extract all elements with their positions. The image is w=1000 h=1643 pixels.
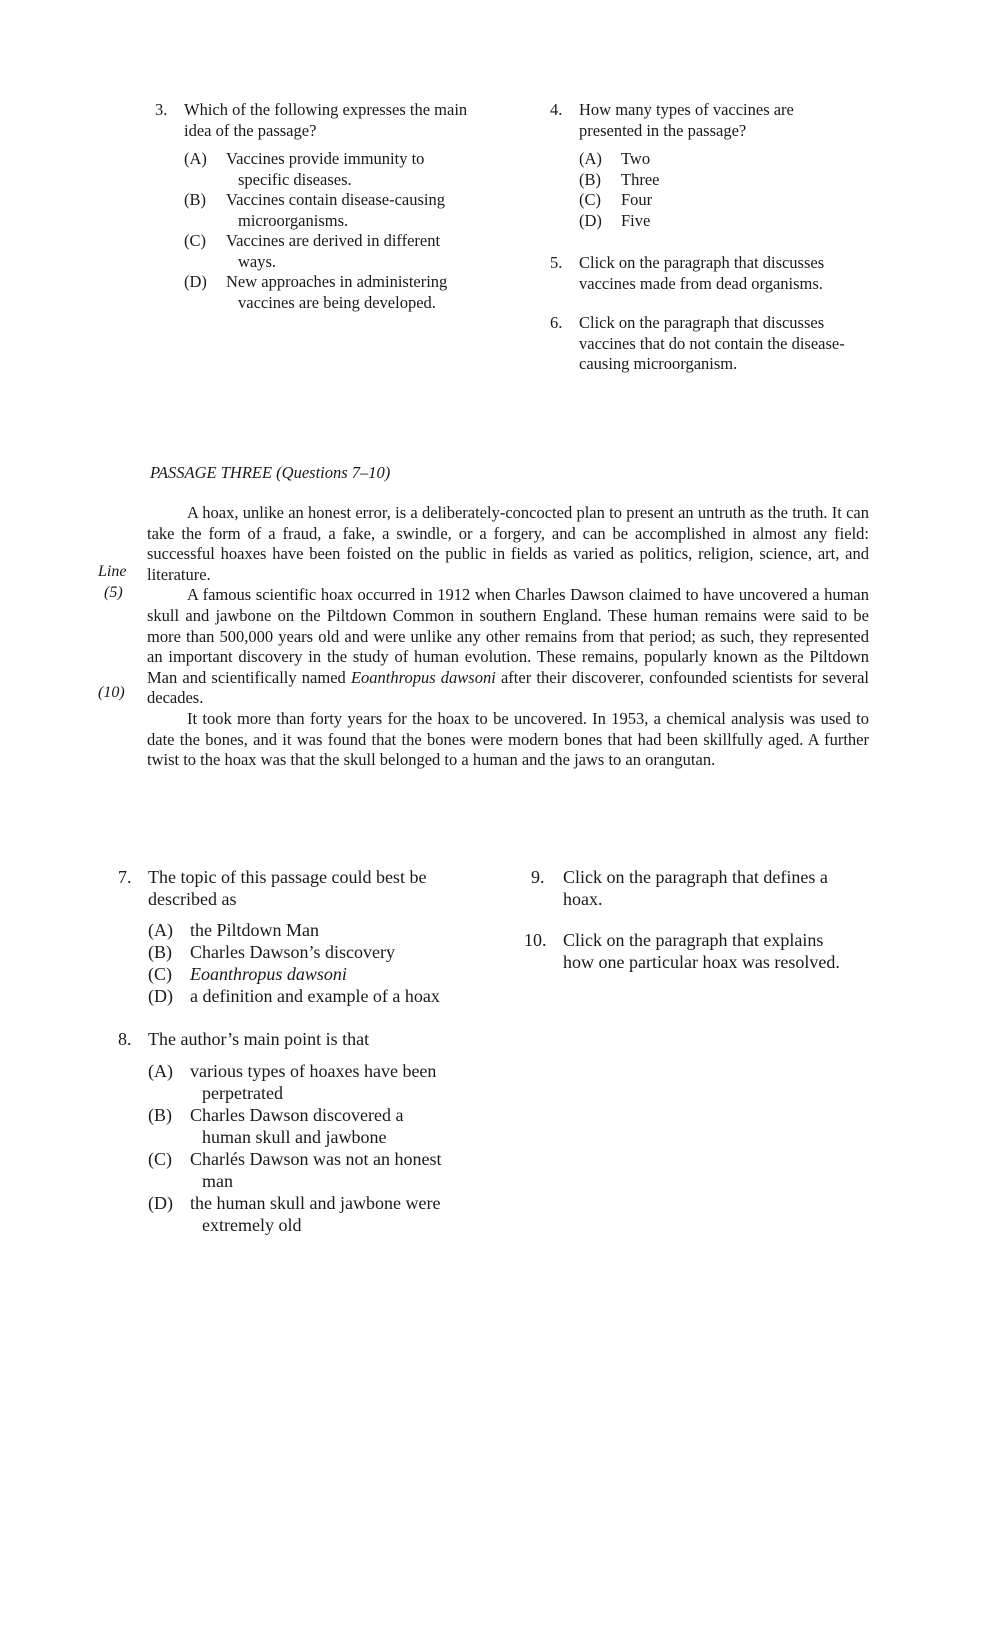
question-8 <box>118 1028 488 1236</box>
paragraph-1[interactable]: A hoax, unlike an honest error, is a deliberately-concocted plan to present an untruth as the truth. It can take the form of a fraud, a fake, a swindle, or a forgery, and can be accomplished in almost any field: successful hoaxes have been foisted on the public in fields as varied as politics, religion, science, art, and literature. <box>147 503 869 584</box>
paragraph-3[interactable]: It took more than forty years for the hoax to be uncovered. In 1953, a chemical analysis was used to date the bones, and it was found that the bones were modern bones that had been skillfully aged. A further twist to the hoax was that the skull belonged to a human and the jaws to an orangutan. <box>147 708 869 770</box>
option-c[interactable]: (C) Vaccines are derived in different ways. <box>184 231 441 271</box>
option-d[interactable]: (D) Five <box>579 210 651 230</box>
option-a[interactable]: (A) Vaccines provide immunity to specific diseases. <box>184 149 425 189</box>
question-stem: Click on the paragraph that defines a hoax. <box>563 867 828 909</box>
option-b[interactable]: (B) Vaccines contain disease-causing microorganisms. <box>184 190 445 230</box>
question-stem: The topic of this passage could best be described as <box>148 867 427 909</box>
option-d[interactable]: (D) a definition and example of a hoax <box>148 986 440 1006</box>
question-stem: Click on the paragraph that discusses vaccines that do not contain the disease-causing microorganism. <box>579 313 845 373</box>
answer-options <box>579 149 890 231</box>
option-label: (B) <box>184 190 206 209</box>
option-b[interactable]: (B) Charles Dawson discovered a human skull and jawbone <box>148 1105 404 1147</box>
question-number: 9. <box>531 867 545 887</box>
question-7 <box>118 866 488 1007</box>
option-c[interactable]: (C) Charlés Dawson was not an honest man <box>148 1149 442 1191</box>
margin-label-line: Line <box>98 563 127 580</box>
question-9 <box>531 866 891 910</box>
passage-title: PASSAGE THREE (Questions 7–10) <box>150 463 391 482</box>
answer-options <box>184 149 495 313</box>
option-d[interactable]: (D) the human skull and jawbone were extremely old <box>148 1193 441 1235</box>
question-stem: Click on the paragraph that discusses vaccines made from dead organisms. <box>579 253 825 293</box>
option-b[interactable]: (B) Three <box>579 169 660 189</box>
option-label: (C) <box>184 231 206 250</box>
question-number: 7. <box>118 867 132 887</box>
margin-label-10: (10) <box>98 684 125 701</box>
question-number: 3. <box>155 100 168 119</box>
question-6 <box>550 313 890 375</box>
option-c[interactable]: (C) Eoanthropus dawsoni <box>148 964 347 984</box>
question-number: 10. <box>524 930 547 950</box>
passage-text <box>147 503 869 771</box>
answer-options <box>148 919 488 1007</box>
option-a[interactable]: (A) Two <box>579 149 651 168</box>
question-3 <box>155 100 495 313</box>
question-5 <box>550 253 890 294</box>
question-number: 5. <box>550 253 563 272</box>
question-number: 4. <box>550 100 563 119</box>
answer-options <box>148 1060 488 1236</box>
question-4 <box>550 100 890 231</box>
question-stem: Which of the following expresses the main idea of the passage? <box>184 100 468 140</box>
option-label: (D) <box>184 272 207 291</box>
question-number: 8. <box>118 1029 132 1049</box>
option-b[interactable]: (B) Charles Dawson’s discovery <box>148 942 395 962</box>
question-10 <box>524 929 891 973</box>
question-stem: How many types of vaccines are presented in the passage? <box>579 100 794 140</box>
question-stem: The author’s main point is that <box>148 1029 370 1049</box>
option-c[interactable]: (C) Four <box>579 190 653 209</box>
option-a[interactable]: (A) various types of hoaxes have been perpetrated <box>148 1061 437 1103</box>
paragraph-2[interactable]: A famous scientific hoax occurred in 1912 when Charles Dawson claimed to have uncovered a human skull and jawbone on the Piltdown Common in southern England. These human remains were said to be more than 500,000 years old and were unlike any other remains from that period; as such, they represented an important discovery in the study of human evolution. These remains, popularly known as the Piltdown Man and scientifically named Eoanthropus dawsoni after their discoverer, confounded scientists for several decades. <box>147 585 869 708</box>
question-number: 6. <box>550 313 563 332</box>
question-stem: Click on the paragraph that explains how one particular hoax was resolved. <box>563 930 840 972</box>
margin-label-5: (5) <box>104 584 123 601</box>
option-a[interactable]: (A) the Piltdown Man <box>148 920 319 940</box>
option-label: (A) <box>184 149 207 168</box>
option-d[interactable]: (D) New approaches in administering vaccines are being developed. <box>184 272 448 312</box>
